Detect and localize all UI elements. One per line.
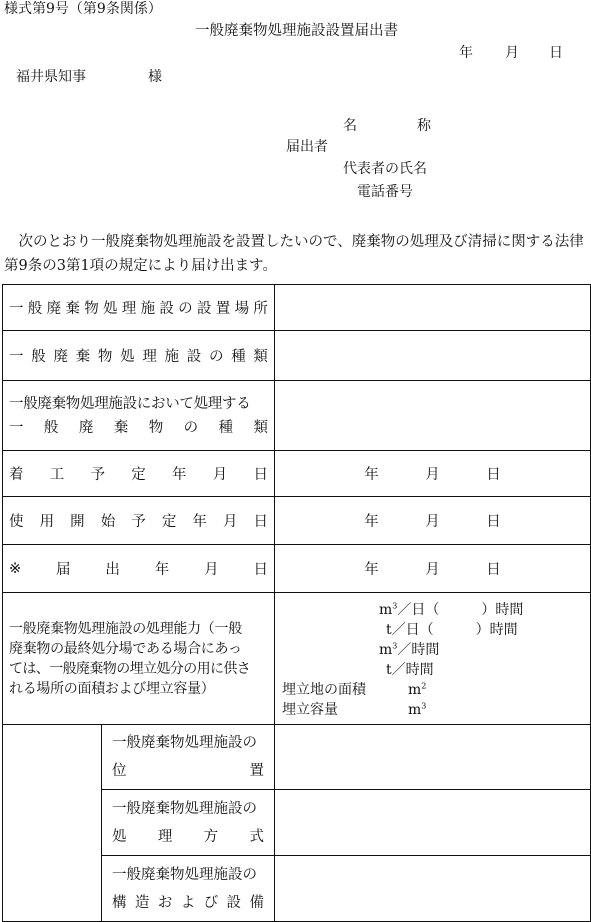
use-date-month: 月 [425,514,440,530]
use-date-year: 年 [364,514,379,530]
label-waste-kind-char: 一 [9,419,24,436]
label-waste-kind-char: 類 [253,419,268,436]
label-use-date [3,497,275,545]
intro-line-2: 第9条の3第1項の規定により届け出ます。 [4,258,278,274]
label-kind-char: 般 [31,349,46,365]
label-start-date-char: 予 [90,467,105,483]
label-use-date-char: 定 [161,514,177,530]
label-start-date-text [9,463,268,484]
applicant-name-char-2: 称 [417,118,431,134]
row-location [3,285,591,331]
notification-form-table [2,284,591,922]
notify-date-year: 年 [364,562,379,578]
label-structure-char: 構 [112,894,127,911]
label-capacity-line3: ては、一般廃棄物の埋立処分の用に供さ [9,660,251,677]
label-kind-char: 施 [164,349,180,365]
start-date-year: 年 [364,467,379,483]
label-location [3,285,275,331]
notify-date-day: 日 [486,562,501,578]
value-position[interactable] [275,725,591,790]
value-waste-kind[interactable] [275,381,591,451]
label-method [102,790,275,856]
label-kind-char: 理 [142,349,157,365]
label-notify-date [3,545,275,593]
label-location-char: 廃 [46,301,62,317]
label-waste-kind-line2 [9,416,268,440]
label-method-line2 [112,823,264,851]
label-location-char: 理 [121,301,137,317]
label-method-char: 理 [157,828,173,845]
label-start-date-char: 工 [49,467,65,483]
label-start-date [3,451,275,497]
label-use-date-char: 予 [131,514,146,530]
label-kind-char: 一 [9,349,24,365]
date-month-label: 月 [505,45,519,61]
form-number: 様式第9号（第9条関係） [4,1,162,17]
label-structure-line2 [112,889,264,917]
label-use-date-char: 年 [192,514,207,530]
label-structure [102,856,275,922]
label-location-char: 処 [102,301,118,317]
label-use-date-char: 使 [9,514,24,530]
phone-label: 電話番号 [357,184,413,200]
label-waste-kind-char: 廃 [78,419,94,436]
label-use-date-char: 月 [222,514,238,530]
row-waste-kind [3,381,591,451]
label-capacity-line4: れる場所の面積および埋立容量） [9,680,215,697]
row-notify-date [3,545,591,593]
capacity-line-m3-per-hour: $m^3/$時間 [379,641,440,658]
label-location-char: 一 [9,301,24,317]
label-start-date-char: 定 [131,467,146,483]
label-kind-char: 廃 [53,349,68,365]
date-year-label: 年 [459,45,473,61]
intro-paragraph [4,230,589,278]
start-date-day: 日 [486,467,501,483]
label-structure-line1: 一般廃棄物処理施設の [112,866,257,883]
label-use-date-char: 日 [253,514,268,530]
capacity-line-m3-per-day: $m^3/$日（ ）時間 [379,601,524,618]
label-kind-text [9,345,268,366]
landfill-volume-label: 埋立容量 [282,702,338,718]
label-location-char: 施 [140,301,156,317]
label-capacity-line1: 一般廃棄物処理施設の処理能力（一般 [9,620,242,637]
label-notify-date-char: 日 [253,562,268,578]
label-location-char: 所 [253,301,268,317]
label-location-char: 棄 [65,301,80,317]
landfill-area-label: 埋立地の面積 [282,682,366,698]
value-method[interactable] [275,790,591,856]
capacity-line-t-per-day: t／日（ ）時間 [386,622,518,638]
label-kind-char: 棄 [75,349,91,365]
label-method-char: 処 [112,828,127,845]
label-method-char: 方 [203,828,219,845]
landfill-volume-unit: $m^3$ [408,701,427,718]
label-capacity-line2: 廃棄物の最終処分場である場合にあっ [9,640,242,657]
row-kind [3,331,591,381]
label-location-char: 場 [234,301,250,317]
applicant-name-char-1: 名 [343,118,357,134]
label-location-text [9,297,268,318]
applicant-label: 届出者 [286,139,328,155]
label-position-char: 置 [249,763,264,779]
label-structure-char: び [203,894,219,911]
label-waste-kind-char: 種 [218,419,234,436]
intro-line-1: 次のとおり一般廃棄物処理施設を設置したいので、廃棄物の処理及び清掃に関する法律 [4,234,584,250]
date-day-label: 日 [549,45,563,61]
label-location-char: 般 [27,301,43,317]
label-method-line1: 一般廃棄物処理施設の [112,800,257,817]
label-location-char: 設 [159,301,174,317]
label-notify-date-char: 届 [56,562,71,578]
label-structure-char: 備 [249,894,264,911]
label-notify-date-text [9,558,268,579]
label-structure-char: 設 [226,894,242,911]
value-notify-date[interactable] [275,545,591,593]
group-cell [3,725,102,922]
label-start-date-char: 日 [253,467,268,483]
honorific: 様 [148,69,162,85]
row-use-date [3,497,591,545]
label-use-date-char: 開 [70,514,85,530]
value-start-date[interactable] [275,451,591,497]
label-method-char: 式 [249,828,264,845]
label-location-char: 設 [196,301,212,317]
label-structure-char: お [157,894,173,911]
value-structure[interactable] [275,856,591,922]
value-kind[interactable] [275,331,591,381]
label-location-char: 置 [215,301,231,317]
label-structure-char: よ [180,894,196,911]
label-use-date-char: 用 [39,514,55,530]
label-start-date-char: 着 [9,467,24,483]
label-waste-kind-line1: 一般廃棄物処理施設において処理する [9,395,251,412]
label-position-char: 位 [112,763,127,779]
label-waste-kind [3,381,275,451]
use-date-day: 日 [486,514,501,530]
label-use-date-text [9,510,268,531]
value-location[interactable] [275,285,591,331]
label-kind [3,331,275,381]
row-position [3,725,591,790]
label-start-date-char: 年 [172,467,187,483]
addressee: 福井県知事 [16,69,86,85]
label-waste-kind-char: 般 [43,419,59,436]
label-notify-date-char: ※ [9,560,22,577]
label-notify-date-char: 年 [154,562,170,578]
label-kind-char: 類 [253,349,268,365]
label-kind-char: 物 [97,349,113,365]
label-kind-char: 処 [120,349,135,365]
notify-date-month: 月 [425,562,440,578]
label-position-line2 [112,757,264,785]
label-use-date-char: 始 [100,514,116,530]
label-kind-char: 設 [186,349,202,365]
start-date-month: 月 [425,467,440,483]
representative-label: 代表者の氏名 [343,161,427,177]
document-title: 一般廃棄物処理施設設置届出書 [195,23,398,39]
landfill-area-unit: $m^2$ [408,681,427,698]
capacity-line-t-per-hour: t／時間 [386,662,434,678]
label-notify-date-char: 出 [105,562,120,578]
label-notify-date-char: 月 [204,562,219,578]
row-start-date [3,451,591,497]
label-waste-kind-char: の [183,419,199,436]
label-waste-kind-char: 棄 [113,419,129,436]
row-capacity [3,593,591,725]
label-capacity [3,593,275,725]
label-position [102,725,275,790]
label-location-char: 物 [84,301,99,317]
label-start-date-char: 月 [212,467,228,483]
value-capacity[interactable] [275,593,591,725]
label-kind-char: 種 [231,349,246,365]
label-position-line1: 一般廃棄物処理施設の [112,735,257,751]
label-location-char: の [178,301,193,317]
label-waste-kind-char: 物 [148,419,164,436]
label-kind-char: の [208,349,224,365]
value-use-date[interactable] [275,497,591,545]
label-structure-char: 造 [134,894,150,911]
